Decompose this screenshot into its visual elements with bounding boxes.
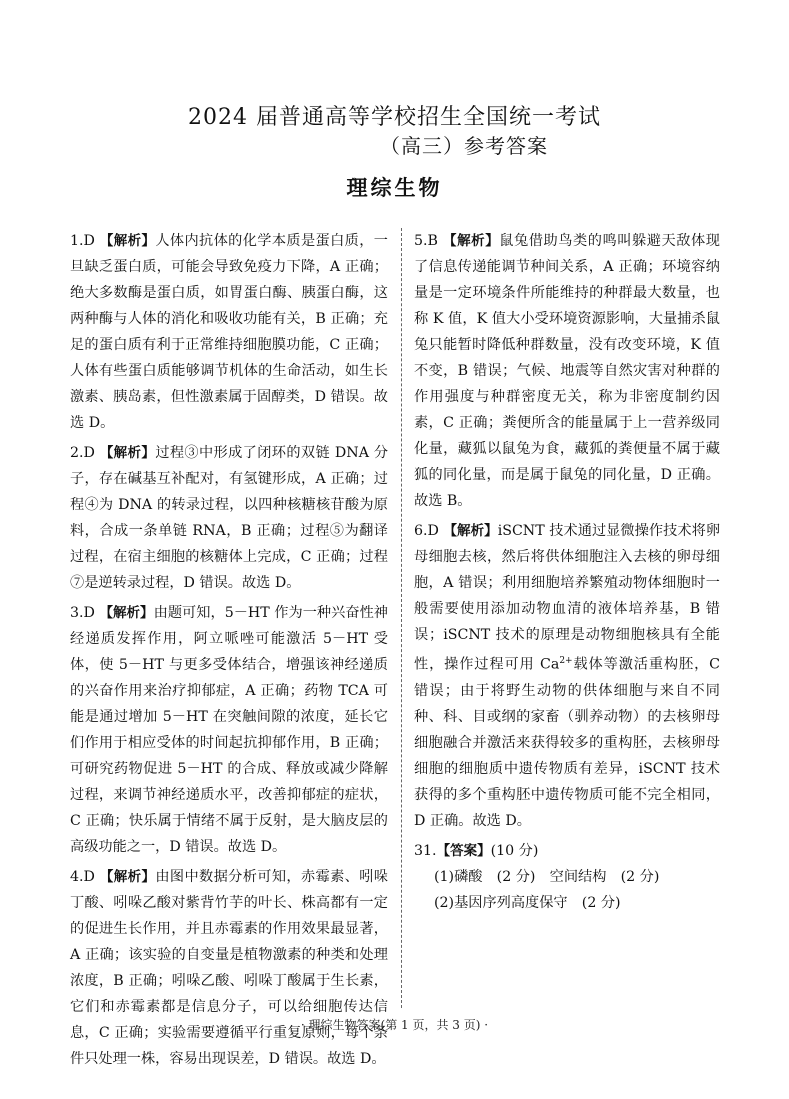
answer-number: 2.D (70, 445, 95, 461)
answer-number: 6.D (414, 523, 439, 539)
answer-5 (414, 228, 720, 514)
answer-tag: 【答案】 (436, 842, 491, 859)
analysis-tag: 【解析】 (99, 605, 154, 621)
answer-text: 由图中数据分析可知，赤霉素、吲哚丁酸、吲哚乙酸对紫背竹芋的叶长、株高都有一定的促进生长作用，并且赤霉素的作用效果最显著，A 正确；该实验的自变量是植物激素的种类和处理浓度，B 正确；吲哚乙酸、吲哚丁酸属于生长素，它们和赤霉素都是信息分子，可以给细胞传达信息，C 正确；实验需要遵循平行重复原则，每个条件只处理一株，容易出现误差，D 错误。故选 D。 (70, 869, 388, 1067)
left-column (70, 228, 388, 1076)
analysis-tag: 【解析】 (443, 523, 498, 539)
column-divider (401, 228, 402, 1008)
analysis-tag: 【解析】 (443, 233, 500, 249)
answer-3 (70, 600, 388, 860)
exam-subtitle: （高三）参考答案 (380, 134, 548, 158)
ion-charge: 2+ (559, 656, 573, 666)
score-text: (10 分) (490, 842, 539, 859)
sub-answer-1: (1)磷酸 (2 分) 空间结构 (2 分) (434, 868, 660, 885)
answer-number: 31. (414, 842, 437, 859)
answer-31 (414, 838, 720, 916)
answer-6 (414, 518, 720, 834)
analysis-tag: 【解析】 (99, 445, 156, 461)
answer-number: 5.B (414, 233, 438, 249)
answer-1 (70, 228, 388, 436)
answer-number: 1.D (70, 233, 95, 249)
answer-text: 鼠兔借助鸟类的鸣叫躲避天敌体现了信息传递能调节种间关系，A 正确；环境容纳量是一定环境条件所能维持的种群最大数量，也称 K 值，K 值大小受环境资源影响，大量捕杀鼠兔只能暂时降低种群数量，没有改变环境，K 值不变，B 错误；气候、地震等自然灾害对种群的作用强度与种群密度无关，称为非密度制约因素，C 正确；粪便所含的能量属于上一营养级同化量，藏狐以鼠兔为食，藏狐的粪便量不属于藏狐的同化量，而是属于鼠兔的同化量，D 正确。故选 B。 (414, 233, 720, 509)
answer-text-b: 载体等激活重构胚，C 错误；由于将野生动物的供体细胞与来自不同种、科、目或纲的家畜（驯养动物）的去核卵母细胞融合并激活来获得较多的重构胚，去核卵母细胞的细胞质中遗传物质有差异，iSCNT 技术获得的多个重构胚中遗传物质可能不完全相同，D 正确。故选 D。 (414, 656, 721, 829)
answer-2 (70, 440, 388, 596)
answer-4 (70, 864, 388, 1072)
answer-text-a: iSCNT 技术通过显微操作技术将卵母细胞去核，然后将供体细胞注入去核的卵母细胞，A 错误；利用细胞培养繁殖动物体细胞时一般需要使用添加动物血清的液体培养基，B 错误；iSCNT 技术的原理是动物细胞核具有全能性，操作过程可用 Ca (414, 523, 721, 673)
sub-answer-2: (2)基因序列高度保守 (2 分) (434, 894, 621, 911)
analysis-tag: 【解析】 (99, 233, 156, 249)
answer-text: 过程③中形成了闭环的双链 DNA 分子，存在碱基互补配对，有氢键形成，A 正确；过程④为 DNA 的转录过程，以四种核糖核苷酸为原料，合成一条单链 RNA，B 正确；过程⑤为翻译过程，在宿主细胞的核糖体上完成，C 正确；过程⑦是逆转录过程，D 错误。故选 D。 (70, 445, 389, 591)
right-column (414, 228, 720, 920)
answer-text: 人体内抗体的化学本质是蛋白质，一旦缺乏蛋白质，可能会导致免疫力下降，A 正确；绝大多数酶是蛋白质，如胃蛋白酶、胰蛋白酶，这两种酶与人体的消化和吸收功能有关，B 正确；充足的蛋白质有利于正常维持细胞膜功能，C 正确；人体有些蛋白质能够调节机体的生命活动，如生长激素、胰岛素，但性激素属于固醇类，D 错误。故选 D。 (70, 233, 388, 431)
answer-number: 3.D (70, 605, 95, 621)
analysis-tag: 【解析】 (99, 869, 156, 885)
exam-title: 2024 届普通高等学校招生全国统一考试 (188, 105, 601, 130)
subject-title: 理综生物 (346, 176, 443, 200)
answer-number: 4.D (70, 869, 95, 885)
answer-text: 由题可知，5－HT 作为一种兴奋性神经递质发挥作用，阿立哌唑可能激活 5－HT 受体，使 5－HT 与更多受体结合，增强该神经递质的兴奋作用来治疗抑郁症，A 正确；药物 TCA 可能是通过增加 5－HT 在突触间隙的浓度，延长它们作用于相应受体的时间起抗抑郁作用，B 正确；可研究药物促进 5－HT 的合成、释放或减少降解过程，来调节神经递质水平，改善抑郁症的症状，C 正确；快乐属于情绪不属于反射，是大脑皮层的高级功能之一，D 错误。故选 D。 (70, 605, 388, 855)
page-footer: · 理综生物答案(第 1 页，共 3 页) · (300, 1018, 489, 1032)
